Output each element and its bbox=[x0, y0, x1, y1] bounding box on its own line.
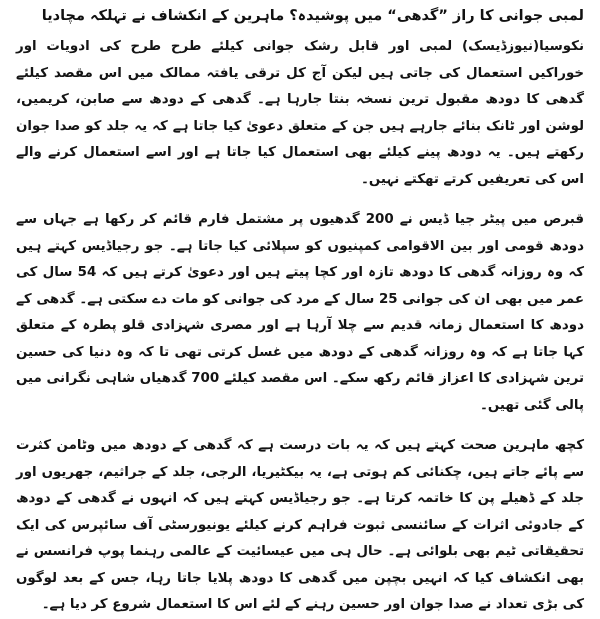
article-paragraph-1: نکوسیا(نیوزڈیسک) لمبی اور قابل رشک جوانی کیلئے طرح طرح کی ادویات اور خوراکیں استعمال کی جاتی ہیں لیکن آج کل ترقی یافتہ ممالک میں اس مقصد کیلئے گدھی کا دودھ مقبول ترین نسخہ بنتا جارہا ہے۔ گدھی کے دودھ سے صابن، کریمیں، لوشن اور ٹانک بنائے جارہے ہیں جن کے متعلق دعویٰ کیا جاتا ہے کہ یہ جلد کو صدا جوان رکھتے ہیں۔ یہ دودھ پینے کیلئے بھی استعمال کیا جاتا ہے اور اسے استعمال کرنے والے اس کی تعریفیں کرتے تھکتے نہیں۔ bbox=[16, 39, 584, 187]
article-paragraph-3: کچھ ماہرین صحت کہتے ہیں کہ یہ بات درست ہے کہ گدھی کے دودھ میں وٹامن کثرت سے پائے جاتے ہیں، چکنائی کم ہوتی ہے، یہ بیکٹیریا، الرجی، جلد کے جراثیم، جھریوں اور جلد کے ڈھیلے پن کا خاتمہ کرتا ہے۔ جو رجیاڈیس کہتے ہیں کہ انہوں نے گدھی کے دودھ کے جادوئی اثرات کے سائنسی ثبوت فراہم کرنے کیلئے یونیورسٹی آف سائپرس کی ایک تحقیقاتی ٹیم بھی بلوائی ہے۔ حال ہی میں عیسائیت کے عالمی رہنما پوپ فرانسس نے بھی انکشاف کیا کہ انہیں بچپن میں گدھی کا دودھ پلایا جاتا رہا، جس کے بعد لوگوں کی بڑی تعداد نے صدا جوان اور حسین رہنے کے لئے اس کا استعمال شروع کر دیا ہے۔ bbox=[16, 438, 584, 612]
article-paragraph-2: قبرص میں پیٹر جیا ڈیس نے 200 گدھیوں پر مشتمل فارم قائم کر رکھا ہے جہاں سے دودھ قومی اور بین الاقوامی کمپنیوں کو سپلائی کیا جاتا ہے۔ جو رجیاڈیس کہتے ہیں کہ وہ روزانہ گدھی کا دودھ تازہ اور کچا پیتے ہیں اور دعویٰ کرتے ہیں کہ 54 سال کی عمر میں بھی ان کی جوانی 25 سال کے مرد کی جوانی کو مات دے سکتی ہے۔ گدھی کے دودھ کا استعمال زمانہ قدیم سے چلا آرہا ہے اور مصری شہزادی قلو پطرہ کے متعلق کہا جاتا ہے کہ وہ روزانہ گدھی کے دودھ میں غسل کرتی تھی تا کہ وہ دنیا کی حسین ترین شہزادی کا اعزاز قائم رکھ سکے۔ اس مقصد کیلئے 700 گدھیاں شاہی نگرانی میں پالی گئی تھیں۔ bbox=[16, 212, 585, 413]
article-headline: لمبی جوانی کا راز ”گدھی“ میں پوشیدہ؟ ماہرین کے انکشاف نے تہلکہ مچادیا bbox=[41, 8, 584, 24]
